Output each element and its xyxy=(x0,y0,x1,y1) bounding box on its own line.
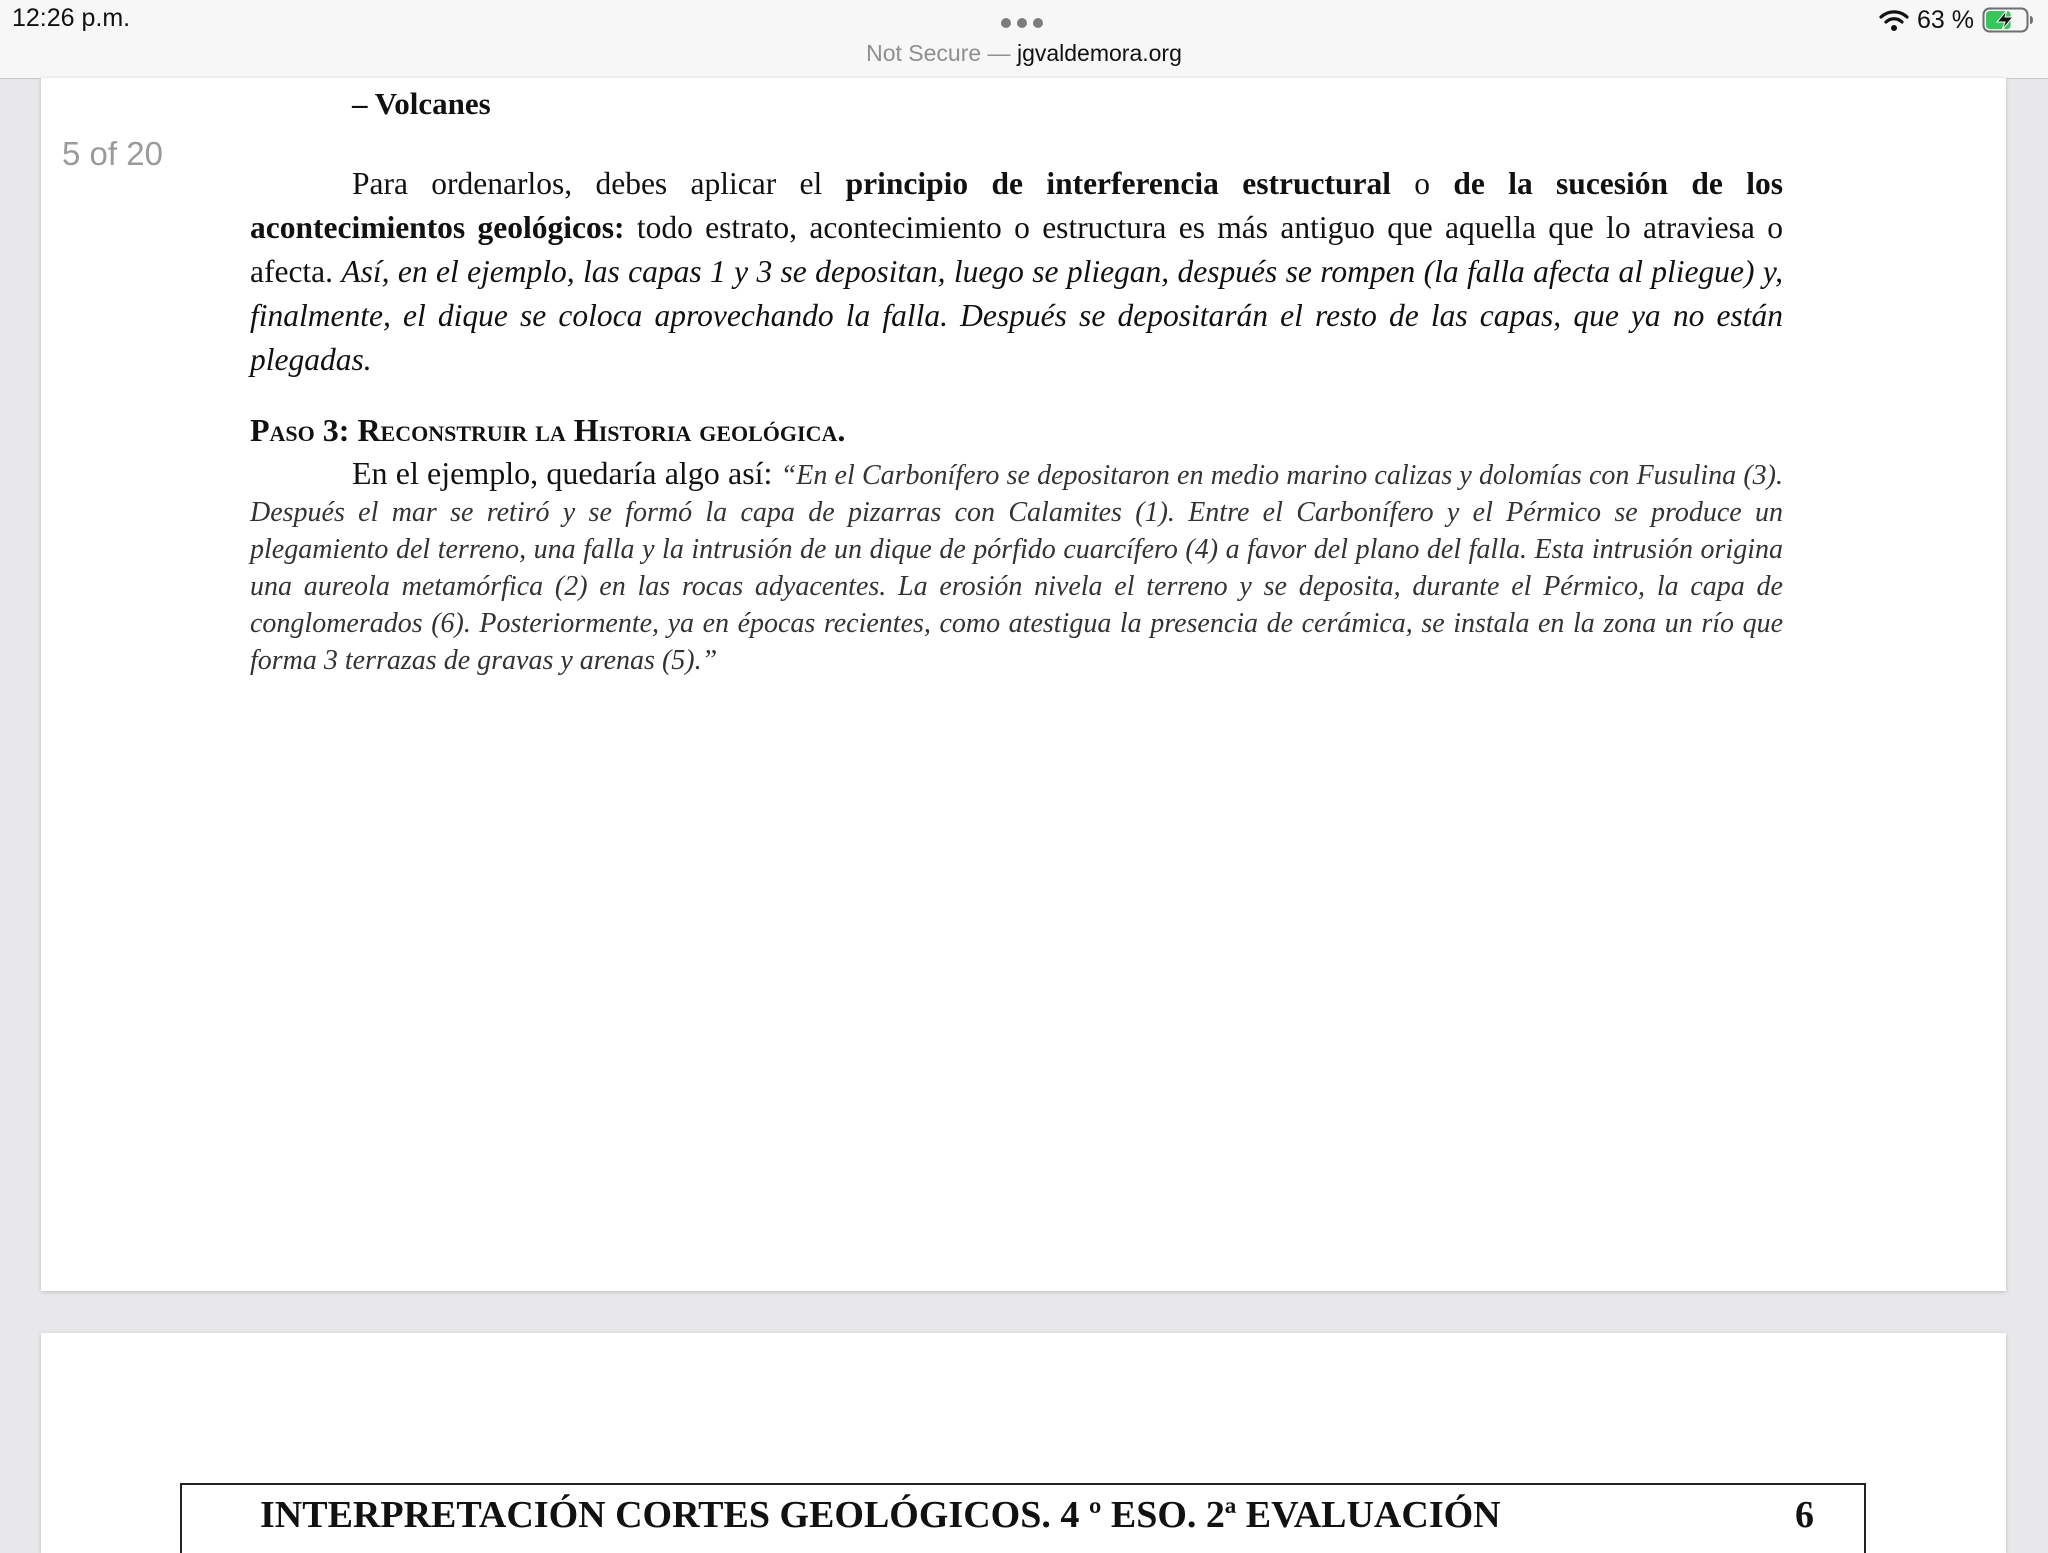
page-header-box xyxy=(180,1483,1866,1553)
security-label: Not Secure — xyxy=(866,40,1017,66)
para1-text-3: todo estrato, acontecimiento o estructura es más antiguo que aquella que lo atraviesa o afecta. xyxy=(250,210,1783,289)
status-bar xyxy=(0,0,2048,79)
url-domain: jgvaldemora.org xyxy=(1016,40,1182,66)
paragraph-principle xyxy=(250,162,1783,382)
para1-bold-2: de la sucesión de los acontecimientos geológicos: xyxy=(250,166,1783,245)
status-indicators xyxy=(1879,4,2034,36)
page-counter: 5 of 20 xyxy=(62,135,163,172)
status-time: 12:26 p.m. xyxy=(12,4,131,32)
para1-text-2: o xyxy=(1390,166,1454,201)
battery-percent: 63 % xyxy=(1917,5,1974,34)
address-bar[interactable] xyxy=(0,40,2048,67)
para1-italic: Así, en el ejemplo, las capas 1 y 3 se depositan, luego se pliegan, después se rompen (la falla afecta al pliegue) y, finalmente, el dique se coloca aprovechando la falla. Después se depositarán el resto de las capas, que ya no están plegadas. xyxy=(250,254,1783,377)
para1-text-1: Para ordenarlos, debes aplicar el xyxy=(352,166,846,201)
section-heading-paso-3: Paso 3: Reconstruir la Historia geológica. xyxy=(250,412,846,448)
battery-charging-icon xyxy=(1982,7,2034,33)
pdf-page-6[interactable] xyxy=(41,1333,2006,1553)
paragraph-example xyxy=(250,455,1783,679)
list-item-volcanes: – Volcanes xyxy=(352,86,491,121)
wifi-icon xyxy=(1879,8,1909,32)
para2-quote: “En el Carbonífero se depositaron en medio marino calizas y dolomías con Fusulina (3). Después el mar se retiró y se formó la capa de pizarras con Calamites (1). Entre el Carbonífero y el Pérmico se produce un plegamiento del terreno, una falla y la intrusión de un dique de pórfido cuarcífero (4) a favor del plano del falla. Esta intrusión origina una aureola metamórfica (2) en las rocas adyacentes. La erosión nivela el terreno y se deposita, durante el Pérmico, la capa de conglomerados (6). Posteriormente, ya en épocas recientes, como atestigua la presencia de cerámica, se instala en la zona un río que forma 3 terrazas de gravas y arenas (5).” xyxy=(250,460,1783,676)
para1-bold-1: principio de interferencia estructural xyxy=(845,166,1391,201)
page-header-title: INTERPRETACIÓN CORTES GEOLÓGICOS. 4 º ESO. 2ª EVALUACIÓN xyxy=(260,1494,1501,1536)
para2-lead: En el ejemplo, quedaría algo así: xyxy=(352,455,781,491)
more-dots-icon[interactable] xyxy=(1001,18,1045,30)
page-header-number: 6 xyxy=(1795,1494,1814,1536)
